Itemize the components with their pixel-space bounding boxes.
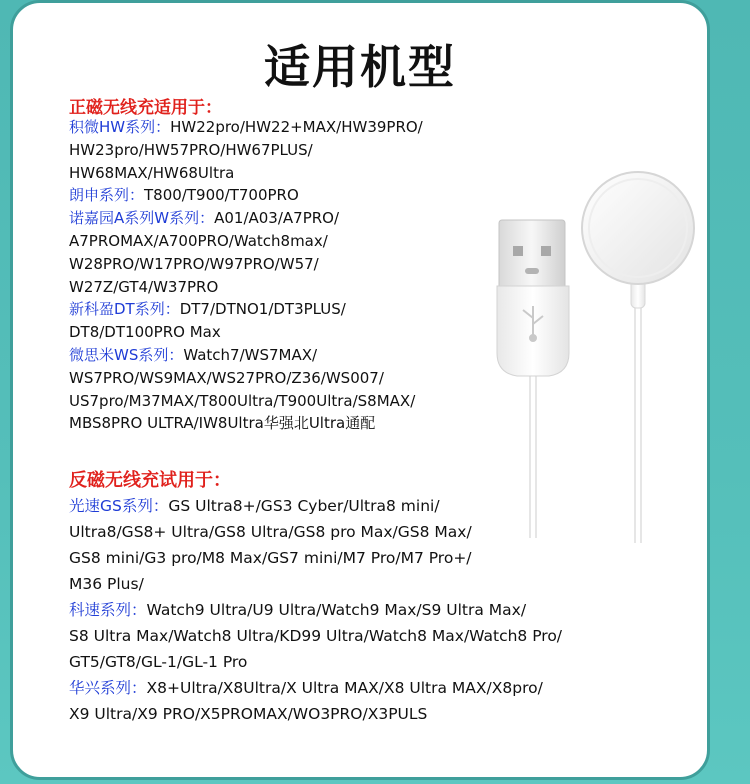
usb-plug — [499, 220, 565, 290]
model-text: W27Z/GT4/W37PRO — [69, 277, 219, 296]
model-line — [69, 139, 423, 162]
model-text: T800/T900/T700PRO — [144, 186, 299, 205]
model-line — [69, 623, 562, 649]
model-text: US7pro/M37MAX/T800Ultra/T900Ultra/S8MAX/ — [69, 391, 416, 410]
model-text: GS Ultra8+/GS3 Cyber/Ultra8 mini/ — [168, 497, 440, 515]
brand-label: 积微HW系列： — [69, 118, 171, 136]
model-line — [69, 649, 562, 675]
model-text: Ultra8/GS8+ Ultra/GS8 Ultra/GS8 pro Max/GS8 Max/ — [69, 523, 472, 541]
content-card — [10, 0, 710, 780]
model-text: GS8 mini/G3 pro/M8 Max/GS7 mini/M7 Pro/M7 Pro+/ — [69, 549, 472, 567]
model-text: W28PRO/W17PRO/W97PRO/W57/ — [69, 254, 319, 273]
model-text: Watch7/WS7MAX/ — [183, 345, 318, 364]
model-text: X9 Ultra/X9 PRO/X5PROMAX/WO3PRO/X3PULS — [69, 705, 428, 723]
charger-puck — [582, 172, 694, 284]
model-line — [69, 412, 423, 435]
model-line — [69, 207, 423, 230]
model-line — [69, 116, 423, 139]
model-line — [69, 597, 562, 623]
model-line — [69, 390, 423, 413]
model-line — [69, 162, 423, 185]
brand-label: 新科盈DT系列： — [69, 300, 180, 319]
brand-label: 科速系列： — [69, 601, 147, 619]
section-heading-reverse: 反磁无线充试用于： — [69, 470, 231, 491]
model-text: X8+Ultra/X8Ultra/X Ultra MAX/X8 Ultra MAX/X8pro/ — [146, 679, 543, 697]
brand-label: 诺嘉园A系列W系列： — [69, 209, 215, 228]
page-title: 适用机型 — [264, 40, 456, 94]
model-line — [69, 701, 562, 727]
model-line — [69, 321, 423, 344]
brand-label: 朗申系列： — [69, 186, 145, 205]
charger-cable-image — [483, 158, 710, 558]
model-text: MBS8PRO ULTRA/IW8Ultra华强北Ultra通配 — [69, 414, 376, 433]
model-text: DT7/DTNO1/DT3PLUS/ — [179, 300, 346, 319]
model-line — [69, 344, 423, 367]
model-text: WS7PRO/WS9MAX/WS27PRO/Z36/WS007/ — [69, 368, 384, 387]
model-text: HW23pro/HW57PRO/HW67PLUS/ — [69, 140, 313, 159]
model-text: Watch9 Ultra/U9 Ultra/Watch9 Max/S9 Ultra Max/ — [146, 601, 527, 619]
model-line — [69, 230, 423, 253]
brand-label: 光速GS系列： — [69, 497, 169, 515]
brand-label: 微思米WS系列： — [69, 345, 184, 364]
model-text: GT5/GT8/GL-1/GL-1 Pro — [69, 653, 248, 671]
model-line — [69, 184, 423, 207]
model-line — [69, 675, 562, 701]
model-text: HW68MAX/HW68Ultra — [69, 163, 235, 182]
model-list-positive — [69, 116, 423, 435]
section-heading-positive: 正磁无线充适用于： — [69, 98, 222, 118]
model-line — [69, 298, 423, 321]
brand-label: 华兴系列： — [69, 679, 147, 697]
model-text: HW22pro/HW22+MAX/HW39PRO/ — [170, 118, 423, 136]
model-text: A01/A03/A7PRO/ — [214, 209, 340, 228]
model-text: M36 Plus/ — [69, 575, 144, 593]
model-text: S8 Ultra Max/Watch8 Ultra/KD99 Ultra/Watch8 Max/Watch8 Pro/ — [69, 627, 563, 645]
model-line — [69, 367, 423, 390]
model-line — [69, 571, 562, 597]
model-line — [69, 276, 423, 299]
model-line — [69, 253, 423, 276]
model-text: DT8/DT100PRO Max — [69, 323, 221, 342]
model-text: A7PROMAX/A700PRO/Watch8max/ — [69, 231, 328, 250]
